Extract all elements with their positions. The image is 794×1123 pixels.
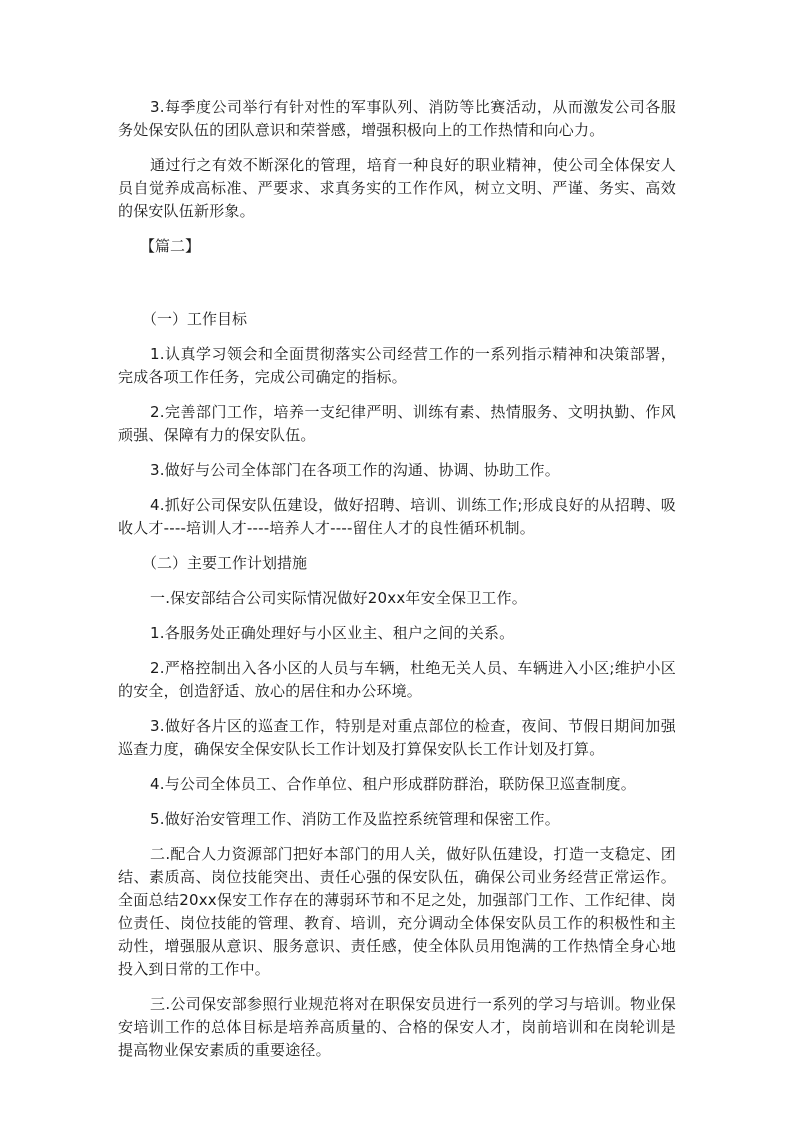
measure-item: 1.各服务处正确处理好与小区业主、租户之间的关系。: [150, 624, 515, 642]
goal-item: 4.抓好公司保安队伍建设，做好招聘、培训、训练工作;形成良好的从招聘、吸收人才----培训人才----培养人才----留住人才的良性循环机制。: [118, 496, 676, 537]
heading-main-measures: （二）主要工作计划措施: [142, 554, 308, 572]
measure-item: 5.做好治安管理工作、消防工作及监控系统管理和保密工作。: [150, 810, 560, 828]
measure-item: 4.与公司全体员工、合作单位、租户形成群防群治，联防保卫巡查制度。: [150, 775, 636, 793]
paragraph-competition-activities: 3.每季度公司举行有针对性的军事队列、消防等比赛活动，从而激发公司各服务处保安队伍的团队意识和荣誉感，增强积极向上的工作热情和向心力。: [118, 98, 676, 139]
section-tag: 【篇二】: [140, 237, 201, 255]
goal-item: 1.认真学习领会和全面贯彻落实公司经营工作的一系列指示精神和决策部署，完成各项工作任务，完成公司确定的指标。: [118, 345, 676, 386]
measure-item: 三.公司保安部参照行业规范将对在职保安员进行一系列的学习与培训。物业保安培训工作的总体目标是培养高质量的、合格的保安人才，岗前培训和在岗轮训是提高物业保安素质的重要途径。: [118, 995, 676, 1059]
measure-item: 3.做好各片区的巡查工作，特别是对重点部位的检查，夜间、节假日期间加强巡查力度，确保安全保安队长工作计划及打算保安队长工作计划及打算。: [118, 717, 676, 758]
goal-item: 3.做好与公司全体部门在各项工作的沟通、协调、协助工作。: [150, 461, 560, 479]
measure-item: 一.保安部结合公司实际情况做好20xx年安全保卫工作。: [150, 589, 528, 607]
measure-item: 2.严格控制出入各小区的人员与车辆，杜绝无关人员、车辆进入小区;维护小区的安全，创造舒适、放心的居住和办公环境。: [118, 659, 676, 700]
heading-work-goals: （一）工作目标: [142, 310, 248, 328]
spacer: [118, 258, 676, 308]
measure-item: 二.配合人力资源部门把好本部门的用人关，做好队伍建设，打造一支稳定、团结、素质高、岗位技能突出、责任心强的保安队伍，确保公司业务经营正常运作。全面总结20xx保安工作存在的薄弱环节和不足之处，加强部门工作、工作纪律、岗位责任、岗位技能的管理、教育、培训，充分调动全体保安队员工作的积极性和主动性，增强服从意识、服务意识、责任感，使全体队员用饱满的工作热情全身心地投入到日常的工作中。: [118, 845, 676, 978]
goal-item: 2.完善部门工作，培养一支纪律严明、训练有素、热情服务、文明执勤、作风顽强、保障有力的保安队伍。: [118, 403, 676, 444]
paragraph-management-spirit: 通过行之有效不断深化的管理，培育一种良好的职业精神，使公司全体保安人员自觉养成高标准、严要求、求真务实的工作作风，树立文明、严谨、务实、高效的保安队伍新形象。: [118, 156, 676, 220]
